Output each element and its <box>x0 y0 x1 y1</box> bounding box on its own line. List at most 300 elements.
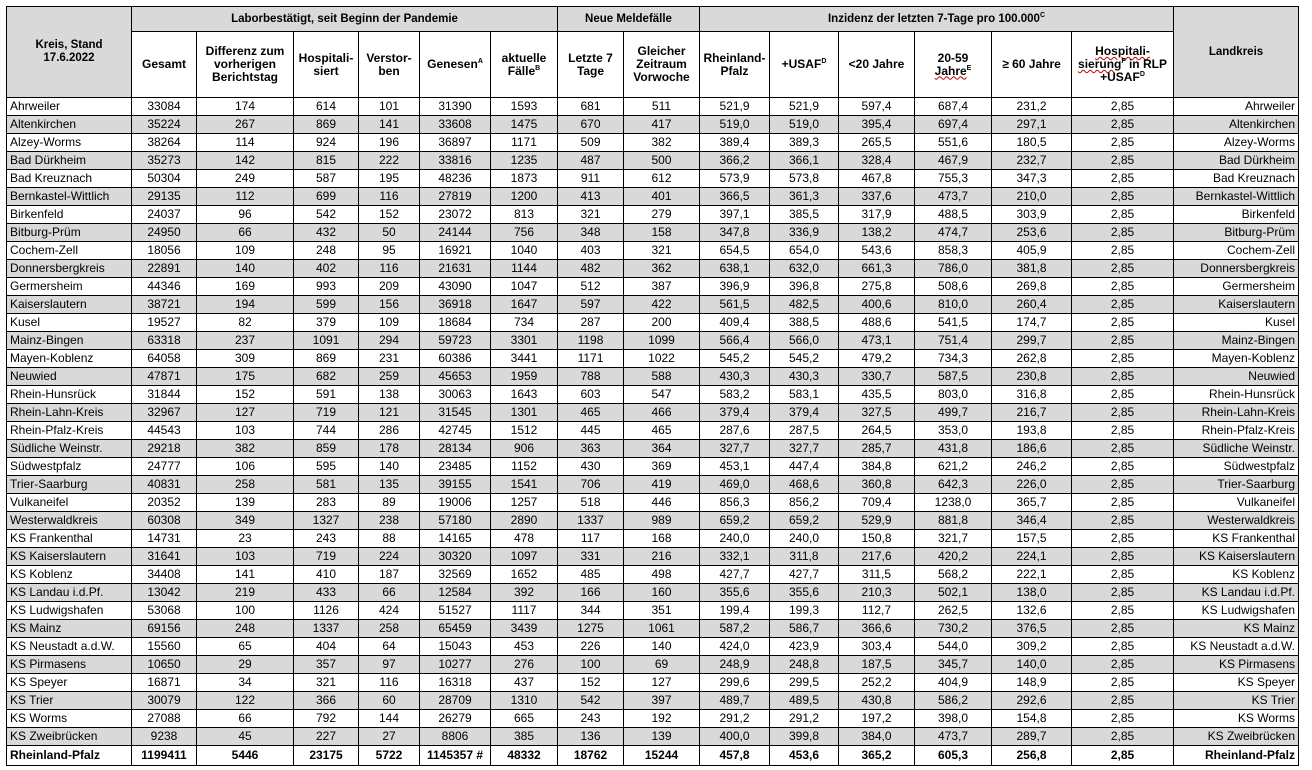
value-cell: 116 <box>359 260 420 278</box>
landkreis-header: Landkreis <box>1174 7 1299 98</box>
value-cell: 1647 <box>491 296 558 314</box>
value-cell: 437 <box>491 674 558 692</box>
value-cell: 869 <box>294 350 359 368</box>
value-cell: 612 <box>624 170 700 188</box>
table-row <box>7 188 1299 206</box>
value-cell: 50304 <box>132 170 197 188</box>
table-row <box>7 350 1299 368</box>
value-cell: 210,0 <box>992 188 1072 206</box>
value-cell: 122 <box>197 692 294 710</box>
value-cell: 379 <box>294 314 359 332</box>
value-cell: 1873 <box>491 170 558 188</box>
value-cell: 541,5 <box>915 314 992 332</box>
kreis-name-cell: Rhein-Lahn-Kreis <box>7 404 132 422</box>
value-cell: 248,8 <box>770 656 839 674</box>
value-cell: 139 <box>197 494 294 512</box>
value-cell: 755,3 <box>915 170 992 188</box>
value-cell: 1152 <box>491 458 558 476</box>
value-cell: 566,4 <box>700 332 770 350</box>
value-cell: 27 <box>359 728 420 746</box>
value-cell: 33608 <box>420 116 491 134</box>
value-cell: 89 <box>359 494 420 512</box>
table-row <box>7 332 1299 350</box>
value-cell: 529,9 <box>839 512 915 530</box>
value-cell: 30063 <box>420 386 491 404</box>
value-cell: 1310 <box>491 692 558 710</box>
value-cell: 466 <box>624 404 700 422</box>
value-cell: 396,9 <box>700 278 770 296</box>
col-rheinland-pfalz: Rheinland-Pfalz <box>700 32 770 98</box>
value-cell: 1199411 <box>132 746 197 766</box>
landkreis-cell: KS Frankenthal <box>1174 530 1299 548</box>
value-cell: 30079 <box>132 692 197 710</box>
value-cell: 362 <box>624 260 700 278</box>
value-cell: 405,9 <box>992 242 1072 260</box>
value-cell: 2,85 <box>1072 476 1174 494</box>
value-cell: 360,8 <box>839 476 915 494</box>
value-cell: 2890 <box>491 512 558 530</box>
value-cell: 1126 <box>294 602 359 620</box>
value-cell: 311,5 <box>839 566 915 584</box>
value-cell: 489,7 <box>700 692 770 710</box>
table-row <box>7 548 1299 566</box>
covid-incidence-table <box>6 6 1299 766</box>
table-row <box>7 422 1299 440</box>
value-cell: 116 <box>359 188 420 206</box>
value-cell: 14165 <box>420 530 491 548</box>
value-cell: 34408 <box>132 566 197 584</box>
value-cell: 259 <box>359 368 420 386</box>
kreis-name-cell: Rhein-Hunsrück <box>7 386 132 404</box>
kreis-name-cell: Kusel <box>7 314 132 332</box>
value-cell: 16921 <box>420 242 491 260</box>
value-cell: 473,1 <box>839 332 915 350</box>
value-cell: 152 <box>359 206 420 224</box>
value-cell: 199,4 <box>700 602 770 620</box>
value-cell: 399,8 <box>770 728 839 746</box>
value-cell: 38721 <box>132 296 197 314</box>
value-cell: 547 <box>624 386 700 404</box>
value-cell: 88 <box>359 530 420 548</box>
value-cell: 348 <box>558 224 624 242</box>
group-header-inzidenz <box>700 7 1174 32</box>
value-cell: 659,2 <box>770 512 839 530</box>
value-cell: 292,6 <box>992 692 1072 710</box>
value-cell: 42745 <box>420 422 491 440</box>
value-cell: 423,9 <box>770 638 839 656</box>
value-cell: 297,1 <box>992 116 1072 134</box>
value-cell: 226 <box>558 638 624 656</box>
col-hosp-text-a: Hospitali-sierung <box>1078 44 1150 71</box>
table-row <box>7 98 1299 116</box>
value-cell: 430,8 <box>839 692 915 710</box>
landkreis-cell: Vulkaneifel <box>1174 494 1299 512</box>
value-cell: 485 <box>558 566 624 584</box>
value-cell: 365,2 <box>839 746 915 766</box>
value-cell: 1337 <box>294 620 359 638</box>
col-differenz: Differenz zum vorherigen Berichtstag <box>197 32 294 98</box>
value-cell: 519,0 <box>770 116 839 134</box>
value-cell: 127 <box>624 674 700 692</box>
value-cell: 521,9 <box>700 98 770 116</box>
value-cell: 2,85 <box>1072 530 1174 548</box>
value-cell: 1652 <box>491 566 558 584</box>
value-cell: 719 <box>294 404 359 422</box>
value-cell: 427,7 <box>770 566 839 584</box>
table-row <box>7 656 1299 674</box>
value-cell: 346,4 <box>992 512 1072 530</box>
value-cell: 1022 <box>624 350 700 368</box>
value-cell: 542 <box>558 692 624 710</box>
value-cell: 431,8 <box>915 440 992 458</box>
value-cell: 287 <box>558 314 624 332</box>
value-cell: 392 <box>491 584 558 602</box>
value-cell: 786,0 <box>915 260 992 278</box>
value-cell: 856,3 <box>700 494 770 512</box>
value-cell: 109 <box>359 314 420 332</box>
value-cell: 51527 <box>420 602 491 620</box>
value-cell: 40831 <box>132 476 197 494</box>
value-cell: 521,9 <box>770 98 839 116</box>
value-cell: 262,5 <box>915 602 992 620</box>
value-cell: 435,5 <box>839 386 915 404</box>
value-cell: 2,85 <box>1072 638 1174 656</box>
kreis-name-cell: Germersheim <box>7 278 132 296</box>
group-header-neue: Neue Meldefälle <box>558 7 700 32</box>
value-cell: 19527 <box>132 314 197 332</box>
landkreis-cell: Mayen-Koblenz <box>1174 350 1299 368</box>
value-cell: 222 <box>359 152 420 170</box>
value-cell: 587,5 <box>915 368 992 386</box>
value-cell: 18684 <box>420 314 491 332</box>
landkreis-cell: KS Worms <box>1174 710 1299 728</box>
value-cell: 2,85 <box>1072 494 1174 512</box>
value-cell: 35273 <box>132 152 197 170</box>
value-cell: 9238 <box>132 728 197 746</box>
value-cell: 366,5 <box>700 188 770 206</box>
value-cell: 36897 <box>420 134 491 152</box>
col-genesen <box>420 32 491 98</box>
value-cell: 856,2 <box>770 494 839 512</box>
col-hosp-text-b: in RLP +USAF <box>1100 57 1167 84</box>
value-cell: 2,85 <box>1072 674 1174 692</box>
value-cell: 366,1 <box>770 152 839 170</box>
value-cell: 132,6 <box>992 602 1072 620</box>
value-cell: 267 <box>197 116 294 134</box>
value-cell: 180,5 <box>992 134 1072 152</box>
value-cell: 382 <box>624 134 700 152</box>
value-cell: 287,6 <box>700 422 770 440</box>
landkreis-cell: KS Trier <box>1174 692 1299 710</box>
kreis-name-cell: Rheinland-Pfalz <box>7 746 132 766</box>
total-row <box>7 746 1299 766</box>
value-cell: 2,85 <box>1072 620 1174 638</box>
value-cell: 144 <box>359 710 420 728</box>
value-cell: 1040 <box>491 242 558 260</box>
value-cell: 303,4 <box>839 638 915 656</box>
value-cell: 1512 <box>491 422 558 440</box>
value-cell: 397 <box>624 692 700 710</box>
value-cell: 23485 <box>420 458 491 476</box>
kreis-name-cell: Cochem-Zell <box>7 242 132 260</box>
value-cell: 57180 <box>420 512 491 530</box>
value-cell: 2,85 <box>1072 116 1174 134</box>
value-cell: 387 <box>624 278 700 296</box>
table-row <box>7 386 1299 404</box>
landkreis-cell: KS Koblenz <box>1174 566 1299 584</box>
value-cell: 561,5 <box>700 296 770 314</box>
value-cell: 66 <box>359 584 420 602</box>
landkreis-cell: KS Mainz <box>1174 620 1299 638</box>
value-cell: 911 <box>558 170 624 188</box>
landkreis-cell: Kusel <box>1174 314 1299 332</box>
value-cell: 34 <box>197 674 294 692</box>
value-cell: 478 <box>491 530 558 548</box>
value-cell: 97 <box>359 656 420 674</box>
value-cell: 28709 <box>420 692 491 710</box>
value-cell: 28134 <box>420 440 491 458</box>
value-cell: 121 <box>359 404 420 422</box>
value-cell: 542 <box>294 206 359 224</box>
value-cell: 95 <box>359 242 420 260</box>
value-cell: 2,85 <box>1072 584 1174 602</box>
value-cell: 719 <box>294 548 359 566</box>
value-cell: 2,85 <box>1072 206 1174 224</box>
value-cell: 331 <box>558 548 624 566</box>
kreis-name-cell: Südwestpfalz <box>7 458 132 476</box>
value-cell: 587,2 <box>700 620 770 638</box>
landkreis-cell: Bad Kreuznach <box>1174 170 1299 188</box>
value-cell: 47871 <box>132 368 197 386</box>
landkreis-cell: Bad Dürkheim <box>1174 152 1299 170</box>
landkreis-cell: Kaiserslautern <box>1174 296 1299 314</box>
value-cell: 468,6 <box>770 476 839 494</box>
value-cell: 376,5 <box>992 620 1072 638</box>
group-inzidenz-sup: C <box>1039 11 1046 19</box>
value-cell: 2,85 <box>1072 332 1174 350</box>
value-cell: 583,1 <box>770 386 839 404</box>
value-cell: 50 <box>359 224 420 242</box>
value-cell: 2,85 <box>1072 134 1174 152</box>
value-cell: 398,0 <box>915 710 992 728</box>
value-cell: 381,8 <box>992 260 1072 278</box>
value-cell: 566,0 <box>770 332 839 350</box>
table-body <box>7 98 1299 766</box>
value-cell: 2,85 <box>1072 656 1174 674</box>
table-row <box>7 116 1299 134</box>
value-cell: 195 <box>359 170 420 188</box>
value-cell: 100 <box>558 656 624 674</box>
value-cell: 2,85 <box>1072 224 1174 242</box>
value-cell: 488,5 <box>915 206 992 224</box>
value-cell: 265,5 <box>839 134 915 152</box>
col-genesen-sup: A <box>477 58 483 65</box>
value-cell: 482 <box>558 260 624 278</box>
value-cell: 60308 <box>132 512 197 530</box>
value-cell: 482,5 <box>770 296 839 314</box>
value-cell: 365,7 <box>992 494 1072 512</box>
value-cell: 66 <box>197 710 294 728</box>
value-cell: 545,2 <box>770 350 839 368</box>
value-cell: 1198 <box>558 332 624 350</box>
value-cell: 299,5 <box>770 674 839 692</box>
value-cell: 231 <box>359 350 420 368</box>
value-cell: 63318 <box>132 332 197 350</box>
value-cell: 697,4 <box>915 116 992 134</box>
value-cell: 518 <box>558 494 624 512</box>
value-cell: 751,4 <box>915 332 992 350</box>
value-cell: 1047 <box>491 278 558 296</box>
kreis-name-cell: KS Frankenthal <box>7 530 132 548</box>
kreis-name-cell: Bad Kreuznach <box>7 170 132 188</box>
value-cell: 31844 <box>132 386 197 404</box>
value-cell: 396,8 <box>770 278 839 296</box>
value-cell: 60 <box>359 692 420 710</box>
kreis-name-cell: Vulkaneifel <box>7 494 132 512</box>
value-cell: 1200 <box>491 188 558 206</box>
value-cell: 69 <box>624 656 700 674</box>
value-cell: 18762 <box>558 746 624 766</box>
value-cell: 2,85 <box>1072 350 1174 368</box>
value-cell: 1099 <box>624 332 700 350</box>
landkreis-cell: Neuwied <box>1174 368 1299 386</box>
value-cell: 248 <box>294 242 359 260</box>
value-cell: 734 <box>491 314 558 332</box>
value-cell: 509 <box>558 134 624 152</box>
value-cell: 65459 <box>420 620 491 638</box>
value-cell: 447,4 <box>770 458 839 476</box>
value-cell: 2,85 <box>1072 404 1174 422</box>
value-cell: 187,5 <box>839 656 915 674</box>
value-cell: 1593 <box>491 98 558 116</box>
value-cell: 709,4 <box>839 494 915 512</box>
value-cell: 881,8 <box>915 512 992 530</box>
kreis-name-cell: Mayen-Koblenz <box>7 350 132 368</box>
value-cell: 35224 <box>132 116 197 134</box>
value-cell: 276 <box>491 656 558 674</box>
value-cell: 152 <box>197 386 294 404</box>
value-cell: 424,0 <box>700 638 770 656</box>
col-usaf-text: +USAF <box>781 57 822 71</box>
value-cell: 16871 <box>132 674 197 692</box>
table-row <box>7 584 1299 602</box>
kreis-name-cell: KS Worms <box>7 710 132 728</box>
value-cell: 24950 <box>132 224 197 242</box>
value-cell: 2,85 <box>1072 314 1174 332</box>
value-cell: 430,3 <box>770 368 839 386</box>
value-cell: 44346 <box>132 278 197 296</box>
covid-table-container <box>6 6 1299 766</box>
value-cell: 21631 <box>420 260 491 278</box>
kreis-name-cell: Bitburg-Prüm <box>7 224 132 242</box>
value-cell: 417 <box>624 116 700 134</box>
value-cell: 141 <box>197 566 294 584</box>
value-cell: 112,7 <box>839 602 915 620</box>
value-cell: 1257 <box>491 494 558 512</box>
value-cell: 681 <box>558 98 624 116</box>
value-cell: 400,0 <box>700 728 770 746</box>
value-cell: 33816 <box>420 152 491 170</box>
value-cell: 193,8 <box>992 422 1072 440</box>
landkreis-cell: Rhein-Lahn-Kreis <box>1174 404 1299 422</box>
landkreis-cell: KS Speyer <box>1174 674 1299 692</box>
value-cell: 603 <box>558 386 624 404</box>
kreis-name-cell: Kaiserslautern <box>7 296 132 314</box>
col-2059-text-a: 20-59 <box>937 50 969 65</box>
value-cell: 2,85 <box>1072 170 1174 188</box>
value-cell: 734,3 <box>915 350 992 368</box>
kreis-name-cell: KS Zweibrücken <box>7 728 132 746</box>
value-cell: 103 <box>197 548 294 566</box>
table-row <box>7 728 1299 746</box>
value-cell: 586,2 <box>915 692 992 710</box>
value-cell: 402 <box>294 260 359 278</box>
landkreis-cell: Rhein-Pfalz-Kreis <box>1174 422 1299 440</box>
col-aktuell-text: aktuelle Fälle <box>501 50 547 78</box>
value-cell: 197,2 <box>839 710 915 728</box>
value-cell: 410 <box>294 566 359 584</box>
value-cell: 404,9 <box>915 674 992 692</box>
value-cell: 148,9 <box>992 674 1072 692</box>
value-cell: 803,0 <box>915 386 992 404</box>
landkreis-cell: Südliche Weinstr. <box>1174 440 1299 458</box>
table-row <box>7 404 1299 422</box>
col-aktuell-sup: B <box>535 64 541 72</box>
value-cell: 138,0 <box>992 584 1072 602</box>
value-cell: 457,8 <box>700 746 770 766</box>
value-cell: 519,0 <box>700 116 770 134</box>
value-cell: 224,1 <box>992 548 1072 566</box>
col-hosp-sup2: D <box>1139 71 1145 78</box>
value-cell: 599 <box>294 296 359 314</box>
landkreis-cell: Alzey-Worms <box>1174 134 1299 152</box>
value-cell: 621,2 <box>915 458 992 476</box>
table-row <box>7 530 1299 548</box>
value-cell: 253,6 <box>992 224 1072 242</box>
value-cell: 353,0 <box>915 422 992 440</box>
kreis-name-cell: Birkenfeld <box>7 206 132 224</box>
value-cell: 240,0 <box>700 530 770 548</box>
value-cell: 53068 <box>132 602 197 620</box>
table-row <box>7 296 1299 314</box>
value-cell: 156 <box>359 296 420 314</box>
value-cell: 20352 <box>132 494 197 512</box>
value-cell: 237 <box>197 332 294 350</box>
col-ueber-60: ≥ 60 Jahre <box>992 32 1072 98</box>
table-row <box>7 458 1299 476</box>
value-cell: 2,85 <box>1072 548 1174 566</box>
value-cell: 29218 <box>132 440 197 458</box>
value-cell: 152 <box>558 674 624 692</box>
value-cell: 69156 <box>132 620 197 638</box>
value-cell: 249 <box>197 170 294 188</box>
table-row <box>7 638 1299 656</box>
value-cell: 474,7 <box>915 224 992 242</box>
value-cell: 224 <box>359 548 420 566</box>
value-cell: 2,85 <box>1072 602 1174 620</box>
value-cell: 27088 <box>132 710 197 728</box>
value-cell: 64058 <box>132 350 197 368</box>
col-verstorben: Verstor-ben <box>359 32 420 98</box>
table-row <box>7 602 1299 620</box>
value-cell: 424 <box>359 602 420 620</box>
landkreis-cell: KS Pirmasens <box>1174 656 1299 674</box>
value-cell: 256,8 <box>992 746 1072 766</box>
value-cell: 14731 <box>132 530 197 548</box>
kreis-name-cell: KS Koblenz <box>7 566 132 584</box>
value-cell: 285,7 <box>839 440 915 458</box>
value-cell: 26279 <box>420 710 491 728</box>
